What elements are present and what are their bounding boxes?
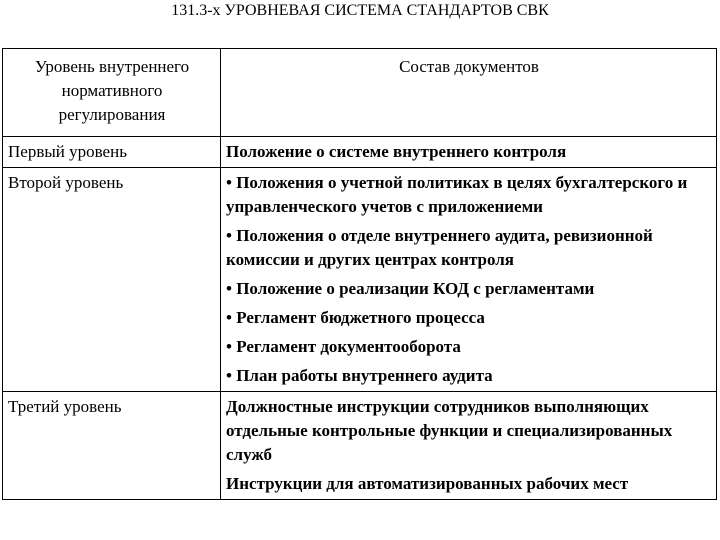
- document-item: Положение о системе внутреннего контроля: [226, 142, 567, 161]
- page-title: [0, 2, 720, 20]
- row-documents-3: [221, 392, 717, 500]
- document-item: Должностные инструкции сотрудников выполняющих отдельные контрольные функции и специализированных служб: [226, 397, 673, 464]
- table-header-row: [3, 49, 717, 137]
- document-item: • Положение о реализации КОД с регламентами: [226, 279, 595, 298]
- row-documents-2: [221, 168, 717, 392]
- document-item: • Регламент документооборота: [226, 337, 461, 356]
- table-row: [3, 137, 717, 168]
- title-number: 131.: [171, 2, 200, 19]
- document-item: Инструкции для автоматизированных рабочих мест: [226, 474, 629, 493]
- document-item: • План работы внутреннего аудита: [226, 366, 493, 385]
- document-item: • Регламент бюджетного процесса: [226, 308, 485, 327]
- document-item: • Положения о учетной политиках в целях бухгалтерского и управленческого учетов с приложениеми: [226, 173, 688, 216]
- row-level-1: Первый уровень: [3, 137, 221, 168]
- document-item: • Положения о отделе внутреннего аудита, ревизионной комиссии и других центрах контроля: [226, 226, 653, 269]
- header-documents: Состав документов: [221, 49, 717, 137]
- standards-table: [2, 48, 717, 500]
- row-level-3: Третий уровень: [3, 392, 221, 500]
- table-row: [3, 392, 717, 500]
- row-level-2: Второй уровень: [3, 168, 221, 392]
- row-documents-1: [221, 137, 717, 168]
- table-row: [3, 168, 717, 392]
- title-text: 3-х УРОВНЕВАЯ СИСТЕМА СТАНДАРТОВ СВК: [199, 2, 549, 19]
- header-level: Уровень внутреннего нормативного регулирования: [3, 49, 221, 137]
